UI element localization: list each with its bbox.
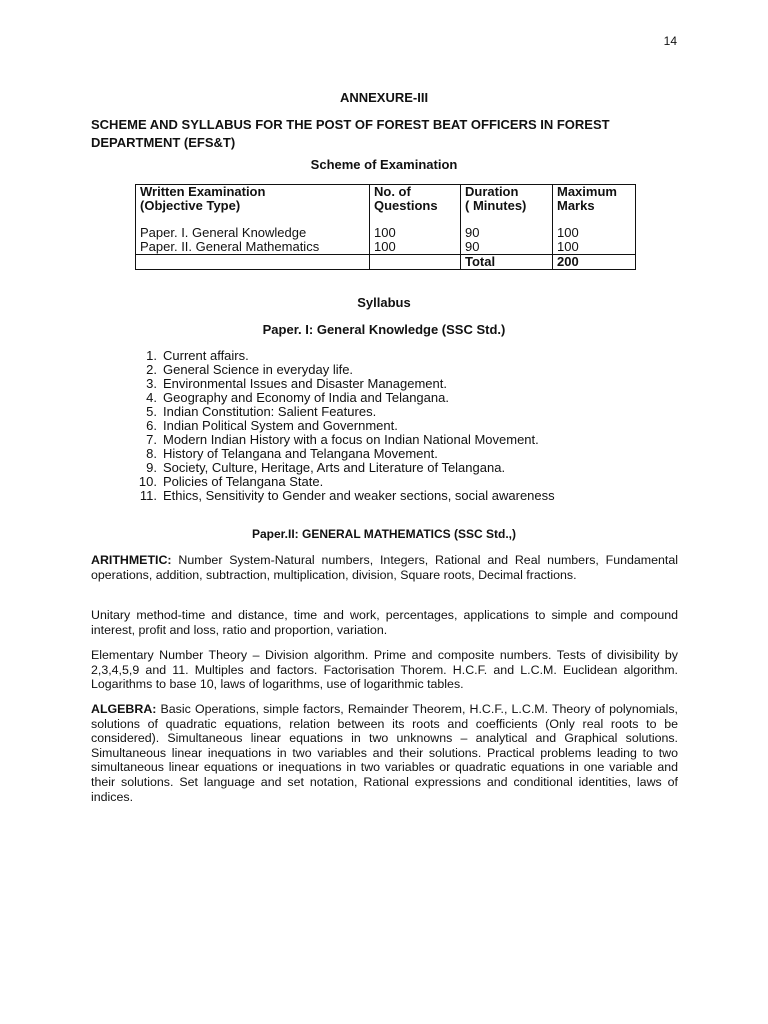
table-header-row [136,185,636,255]
total-label: Total [461,255,553,270]
total-blank-cell [136,255,370,270]
annexure-heading: ANNEXURE-III [339,90,429,105]
page-title: SCHEME AND SYLLABUS FOR THE POST OF FOREST BEAT OFFICERS IN FOREST DEPARTMENT (EFS&T) [91,117,610,150]
paper1-marks: 100 [557,225,579,240]
list-item: 7. Modern Indian History with a focus on Indian National Movement. [146,432,539,447]
list-item: 8. History of Telangana and Telangana Movement. [146,446,438,461]
header-written-exam: Written Examination (Objective Type) Paper. I. General Knowledge Paper. II. General Mathematics [136,185,370,255]
total-value: 200 [553,255,636,270]
paper2-questions: 100 [374,239,396,254]
list-item: 9. Society, Culture, Heritage, Arts and Literature of Telangana. [146,460,506,475]
arithmetic-paragraph: ARITHMETIC: Number System-Natural numbers, Integers, Rational and Real numbers, Fundamental operations, addition, subtraction, multiplication, division, Square roots, Decimal fractions. [91,553,678,582]
paper1-heading: Paper. I: General Knowledge (SSC Std.) [262,322,506,337]
paper2-marks: 100 [557,239,579,254]
algebra-paragraph: ALGEBRA: Basic Operations, simple factors, Remainder Theorem, H.C.F., L.C.M. Theory of polynomials, solutions of quadratic equations, relation between its roots and coefficients (Only real roots to be considered). Simultaneous linear equations in two unknowns – analytical and Graphical solutions. Simultaneous linear inequations in two variables and their solutions. Practical problems leading to two simultaneous linear equations or inequations in two variables or quadratic equations in one variable and their solutions. Set language and set notation, Rational expressions and conditional identities, laws of indices. [91,702,678,804]
list-item: 4. Geography and Economy of India and Telangana. [146,390,449,405]
paper2-duration: 90 [465,239,480,254]
number-theory-paragraph: Elementary Number Theory – Division algorithm. Prime and composite numbers. Tests of divisibility by 2,3,4,5,9 and 11. Multiples and factors. Factorisation Thorem. H.C.F. and L.C.M. Euclidean algorithm. Logarithms to base 10, laws of logarithms, use of logarithmic tables. [91,648,678,692]
list-item: 1. Current affairs. [146,348,249,363]
scheme-table [135,184,636,270]
paper1-name: Paper. I. General Knowledge [140,225,307,240]
list-item: 11. Ethics, Sensitivity to Gender and weaker sections, social awareness [139,488,555,503]
table-total-row [136,255,636,270]
algebra-label: ALGEBRA: [91,702,157,716]
list-item: 3. Environmental Issues and Disaster Management. [146,376,447,391]
paper2-heading: Paper.II: GENERAL MATHEMATICS (SSC Std.,) [251,527,517,541]
paper1-duration: 90 [465,225,480,240]
header-marks: Maximum Marks 100 100 [553,185,636,255]
total-blank-cell [370,255,461,270]
paper2-name: Paper. II. General Mathematics [140,239,320,254]
header-duration: Duration ( Minutes) 90 90 [461,185,553,255]
gk-topic-list [135,349,555,503]
unitary-paragraph: Unitary method-time and distance, time and work, percentages, applications to simple and compound interest, profit and loss, ratio and proportion, variation. [91,608,678,637]
scheme-heading: Scheme of Examination [310,157,458,172]
list-item: 6. Indian Political System and Government. [146,418,398,433]
syllabus-heading: Syllabus [357,295,411,310]
page-number: 14 [663,34,677,48]
arithmetic-label: ARITHMETIC: [91,553,172,567]
list-item: 10. Policies of Telangana State. [138,474,324,489]
list-item: 2. General Science in everyday life. [146,362,354,377]
list-item: 5. Indian Constitution: Salient Features. [146,404,377,419]
paper1-questions: 100 [374,225,396,240]
header-questions: No. of Questions 100 100 [370,185,461,255]
